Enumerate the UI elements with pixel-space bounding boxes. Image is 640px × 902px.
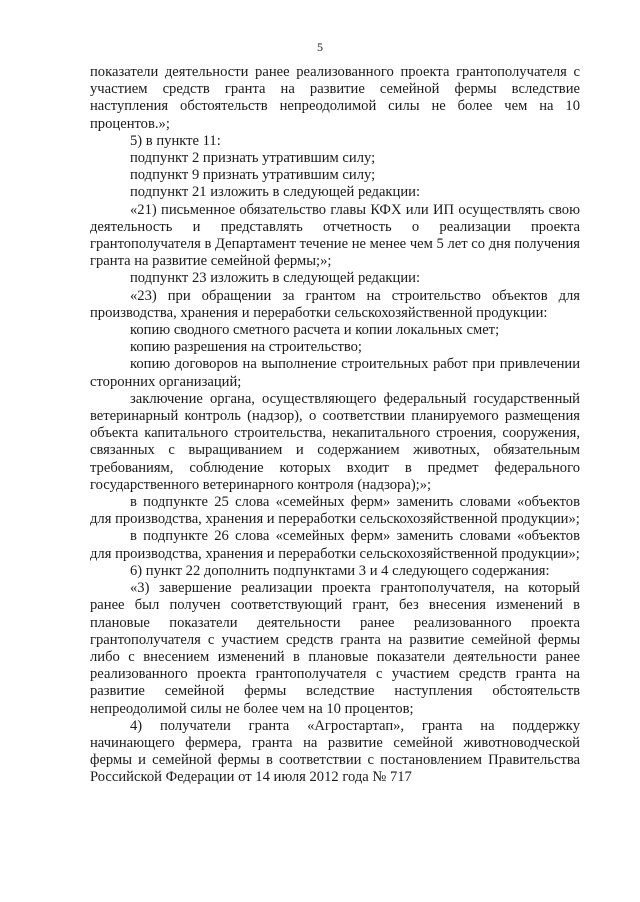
paragraph: в подпункте 25 слова «семейных ферм» заменить словами «объектов для производства, хранения и переработки сельскохозяйственной продукции»; <box>90 494 580 528</box>
document-body <box>90 64 580 787</box>
paragraph: копию разрешения на строительство; <box>130 339 362 356</box>
paragraph: в подпункте 26 слова «семейных ферм» заменить словами «объектов для производства, хранения и переработки сельскохозяйственной продукции»; <box>90 528 580 562</box>
paragraph: «21) письменное обязательство главы КФХ или ИП осуществлять свою деятельность и представлять отчетность о реализации проекта грантополучателя в Департамент течение не менее чем 5 лет со дня получения гранта на развитие семейной фермы;»; <box>90 201 580 270</box>
paragraph: копию сводного сметного расчета и копии локальных смет; <box>130 322 500 339</box>
paragraph: копию договоров на выполнение строительных работ при привлечении сторонних организаций; <box>90 356 580 390</box>
paragraph: показатели деятельности ранее реализованного проекта грантополучателя с участием средств гранта на развитие семейной фермы вследствие наступления обстоятельств непреодолимой силы не более чем на 10 процентов.»; <box>90 64 580 132</box>
paragraph: подпункт 21 изложить в следующей редакции: <box>130 184 421 201</box>
paragraph: подпункт 2 признать утратившим силу; <box>130 150 376 167</box>
paragraph: подпункт 23 изложить в следующей редакции: <box>130 270 421 287</box>
paragraph: подпункт 9 признать утратившим силу; <box>130 167 376 184</box>
paragraph: заключение органа, осуществляющего федеральный государственный ветеринарный контроль (надзор), о соответствии планируемого размещения объекта капитального строительства, некапитального строения, сооружения, связанных с выращиванием и содержанием животных, обязательным требованиям, соблюдение которых входит в предмет федерального государственного ветеринарного контроля (надзора);»; <box>90 390 580 493</box>
paragraph: «23) при обращении за грантом на строительство объектов для производства, хранения и переработки сельскохозяйственной продукции: <box>90 287 580 321</box>
paragraph: «3) завершение реализации проекта грантополучателя, на который ранее был получен соответствующий грант, без внесения изменений в плановые показатели деятельности ранее реализованного проекта грантополучателя с участием средств гранта на развитие семейной фермы либо с внесением изменений в плановые показатели деятельности ранее реализованного проекта грантополучателя с участием средств гранта на развитие семейной фермы вследствие наступления обстоятельств непреодолимой силы не более чем на 10 процентов; <box>90 580 580 717</box>
paragraph: 6) пункт 22 дополнить подпунктами 3 и 4 следующего содержания: <box>130 562 550 579</box>
paragraph: 5) в пункте 11: <box>130 132 221 149</box>
paragraph: 4) получатели гранта «Агростартап», гранта на поддержку начинающего фермера, гранта на развитие семейной животноводческой фермы и семейной фермы в соответствии с постановлением Правительства Российской Федерации от 14 июля 2012 года № 717 <box>90 717 580 786</box>
page-number: 5 <box>317 40 323 54</box>
